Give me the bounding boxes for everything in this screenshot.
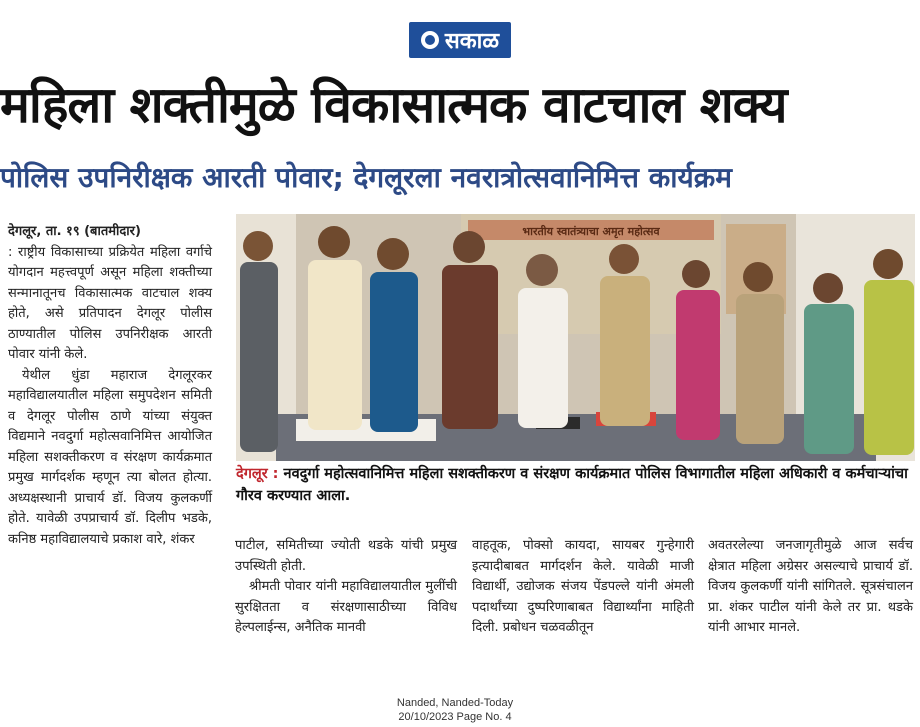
headline: महिला शक्तीमुळे विकासात्मक वाटचाल शक्य — [0, 76, 787, 134]
event-photo — [236, 214, 915, 461]
article-paragraph: पाटील, समितीच्या ज्योती थडके यांची प्रमुख उपस्थिती होती. — [235, 538, 457, 574]
dateline: देगलूर, ता. १९ (बातमीदार) — [8, 224, 141, 239]
article-paragraph: : राष्ट्रीय विकासाच्या प्रक्रियेत महिला वर्गाचे योगदान महत्त्वपूर्ण असून महिला शक्तीच्या सन्मानातूनच विकासात्मक वाटचाल शक्य होते, असे प्रतिपादन देगलूर पोलीस ठाण्यातील पोलिस उपनिरीक्षक आरती पोवार यांनी केले. — [8, 244, 212, 362]
sakal-emblem-icon — [421, 31, 439, 49]
page-footer — [380, 696, 530, 724]
photo-caption — [236, 463, 915, 507]
article-column-3 — [472, 536, 694, 639]
subheadline: पोलिस उपनिरीक्षक आरती पोवार; देगलूरला नवरात्रोत्सवानिमित्त कार्यक्रम — [0, 161, 733, 194]
date-page-label: 20/10/2023 Page No. 4 — [398, 711, 512, 723]
caption-text: नवदुर्गा महोत्सवानिमित्त महिला सशक्तीकरण व संरक्षण कार्यक्रमात पोलिस विभागातील महिला अधिकारी व कर्मचाऱ्यांचा गौरव करण्यात आला. — [236, 466, 908, 504]
article-column-4 — [708, 536, 913, 639]
caption-place: देगलूर : — [236, 466, 279, 482]
article-paragraph: श्रीमती पोवार यांनी महाविद्यालयातील मुलींची सुरक्षितता व संरक्षणासाठीच्या विविध हेल्पलाईन्स, अनैतिक मानवी — [235, 579, 457, 635]
banner-text: भारतीय स्वातंत्र्याचा अमृत महोत्सव — [522, 225, 660, 238]
edition-label: Nanded, Nanded-Today — [396, 697, 514, 709]
article-paragraph: वाहतूक, पोक्सो कायदा, सायबर गुन्हेगारी इत्यादीबाबत मार्गदर्शन केले. यावेळी माजी विद्यार्थी, उद्योजक संजय पेंडपल्ले यांनी अंमली पदार्थांच्या दुष्परिणाबाबत विद्यार्थ्यांना माहिती दिली. प्रबोधन चळवळीतून — [472, 538, 694, 635]
masthead-name: सकाळ — [444, 29, 500, 54]
masthead-logo — [409, 22, 511, 58]
article-paragraph: अवतरलेल्या जनजागृतीमुळे आज सर्वच क्षेत्रात महिला अग्रेसर असल्याचे प्राचार्य डॉ. विजय कुलकर्णी यांनी सांगितले. सूत्रसंचालन प्रा. शंकर पाटील यांनी केले तर प्रा. थडके यांनी आभार मानले. — [708, 538, 913, 635]
article-paragraph: येथील धुंडा महाराज देगलूरकर महाविद्यालयातील महिला समुपदेशन समिती व देगलूर पोलीस ठाणे यांच्या संयुक्त विद्यमाने नवदुर्गा महोत्सवानिमित्त आयोजित महिला सशक्तीकरण व संरक्षण कार्यक्रमात प्रमुख मार्गदर्शक म्हणून त्या बोलत होत्या. अध्यक्षस्थानी प्राचार्य डॉ. विजय कुलकर्णी होते. यावेळी उपप्राचार्य डॉ. दिलीप भडके, कनिष्ठ महाविद्यालयाचे प्रकाश वारे, शंकर — [8, 367, 212, 547]
article-column-1 — [8, 222, 212, 550]
article-column-2 — [235, 536, 457, 639]
